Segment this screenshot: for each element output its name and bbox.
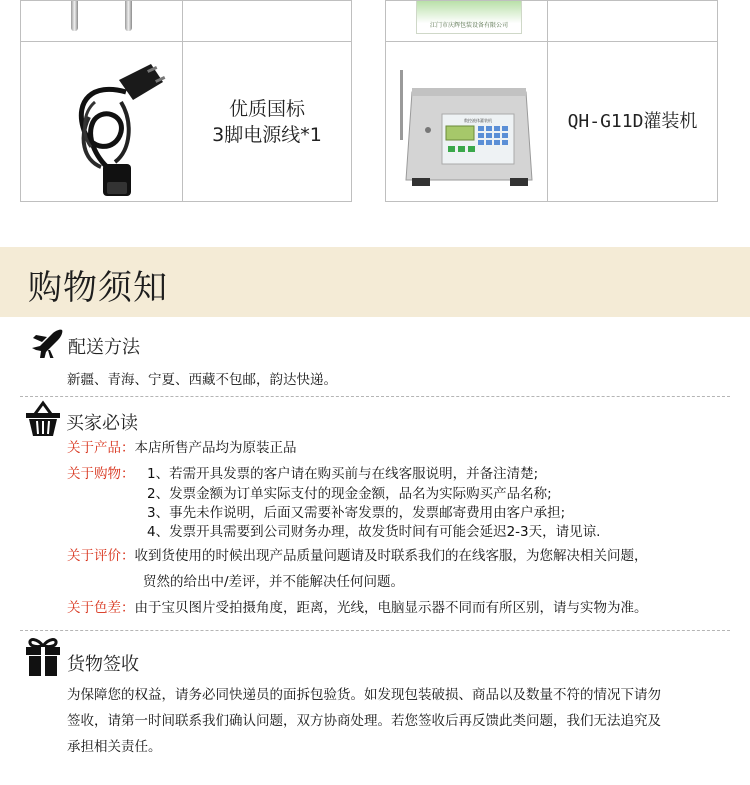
- machine-label: QH-G11D灌装机: [567, 110, 698, 132]
- empty-cell: [547, 0, 718, 42]
- power-cord-label-line2: 3脚电源线*1: [212, 123, 322, 146]
- purchase-note-label: 关于购物：: [67, 466, 135, 482]
- review-note-text-2: 贸然的给出中/差评，并不能解决任何问题。: [143, 574, 405, 590]
- rod-image: [125, 1, 132, 31]
- empty-cell: [182, 0, 352, 42]
- airplane-icon: [30, 328, 64, 358]
- power-cord-label-line1: 优质国标: [228, 97, 305, 120]
- power-cord-image: [21, 42, 182, 201]
- color-note-label: 关于色差：: [67, 600, 135, 616]
- purchase-note-item: 2、发票金额为订单实际支付的现金金额，品名为实际购买产品名称;: [147, 486, 552, 502]
- power-cord-image-cell: [20, 41, 183, 202]
- delivery-title: 配送方法: [68, 337, 140, 358]
- purchase-note-item: 3、事先未作说明，后面又需要补寄发票的，发票邮寄费用由客户承担;: [147, 505, 566, 521]
- delivery-text: 新疆、青海、宁夏、西藏不包邮，韵达快递。: [67, 372, 337, 388]
- machine-image-cell: [385, 41, 548, 202]
- divider: [20, 396, 730, 397]
- shopping-notice-banner: [0, 247, 750, 317]
- rod-image: [71, 1, 78, 31]
- basket-icon: [25, 400, 61, 438]
- banner-title: 购物须知: [28, 268, 168, 308]
- product-note-line: [67, 436, 297, 456]
- box-company-text: 江门市庆辉包装设备有限公司: [429, 22, 508, 29]
- buyer-notes-title: 买家必读: [66, 413, 138, 434]
- rods-image-cell: [20, 0, 183, 42]
- review-note-label: 关于评价：: [67, 548, 135, 564]
- filling-machine-image: [398, 70, 536, 188]
- purchase-note-item: 1、若需开具发票的客户请在购买前与在线客服说明，并备注清楚;: [147, 466, 539, 482]
- box-image-cell: [385, 0, 548, 42]
- power-cord-label-cell: [182, 41, 352, 202]
- receipt-text-line: 签收，请第一时间联系我们确认问题，双方协商处理。若您签收后再反馈此类问题，我们无法追究及: [67, 713, 661, 729]
- receipt-text-line: 承担相关责任。: [67, 739, 162, 755]
- product-grid: [20, 0, 718, 202]
- package-box-image: [416, 1, 522, 34]
- gift-icon: [25, 636, 61, 678]
- purchase-note-item: 4、发票开具需要到公司财务办理，故发货时间有可能会延迟2-3天，请见谅.: [147, 524, 601, 540]
- product-note-label: 关于产品：: [67, 440, 135, 456]
- divider: [20, 630, 730, 631]
- receipt-text-line: 为保障您的权益，请务必同快递员的面拆包验货。如发现包装破损、商品以及数量不符的情况下请勿: [67, 687, 661, 703]
- power-cord-label: [183, 96, 351, 148]
- color-note-line: [67, 596, 648, 616]
- product-note-text: 本店所售产品均为原装正品: [134, 440, 297, 456]
- review-note-line: [67, 544, 648, 564]
- machine-panel-text: 数控液体灌装机: [464, 118, 492, 123]
- review-note-text: 收到货使用的时候出现产品质量问题请及时联系我们的在线客服，为您解决相关问题，: [134, 548, 648, 564]
- machine-label-cell: [547, 41, 718, 202]
- receipt-title: 货物签收: [67, 654, 139, 675]
- color-note-text: 由于宝贝图片受拍摄角度，距离，光线，电脑显示器不同而有所区别，请与实物为准。: [134, 600, 648, 616]
